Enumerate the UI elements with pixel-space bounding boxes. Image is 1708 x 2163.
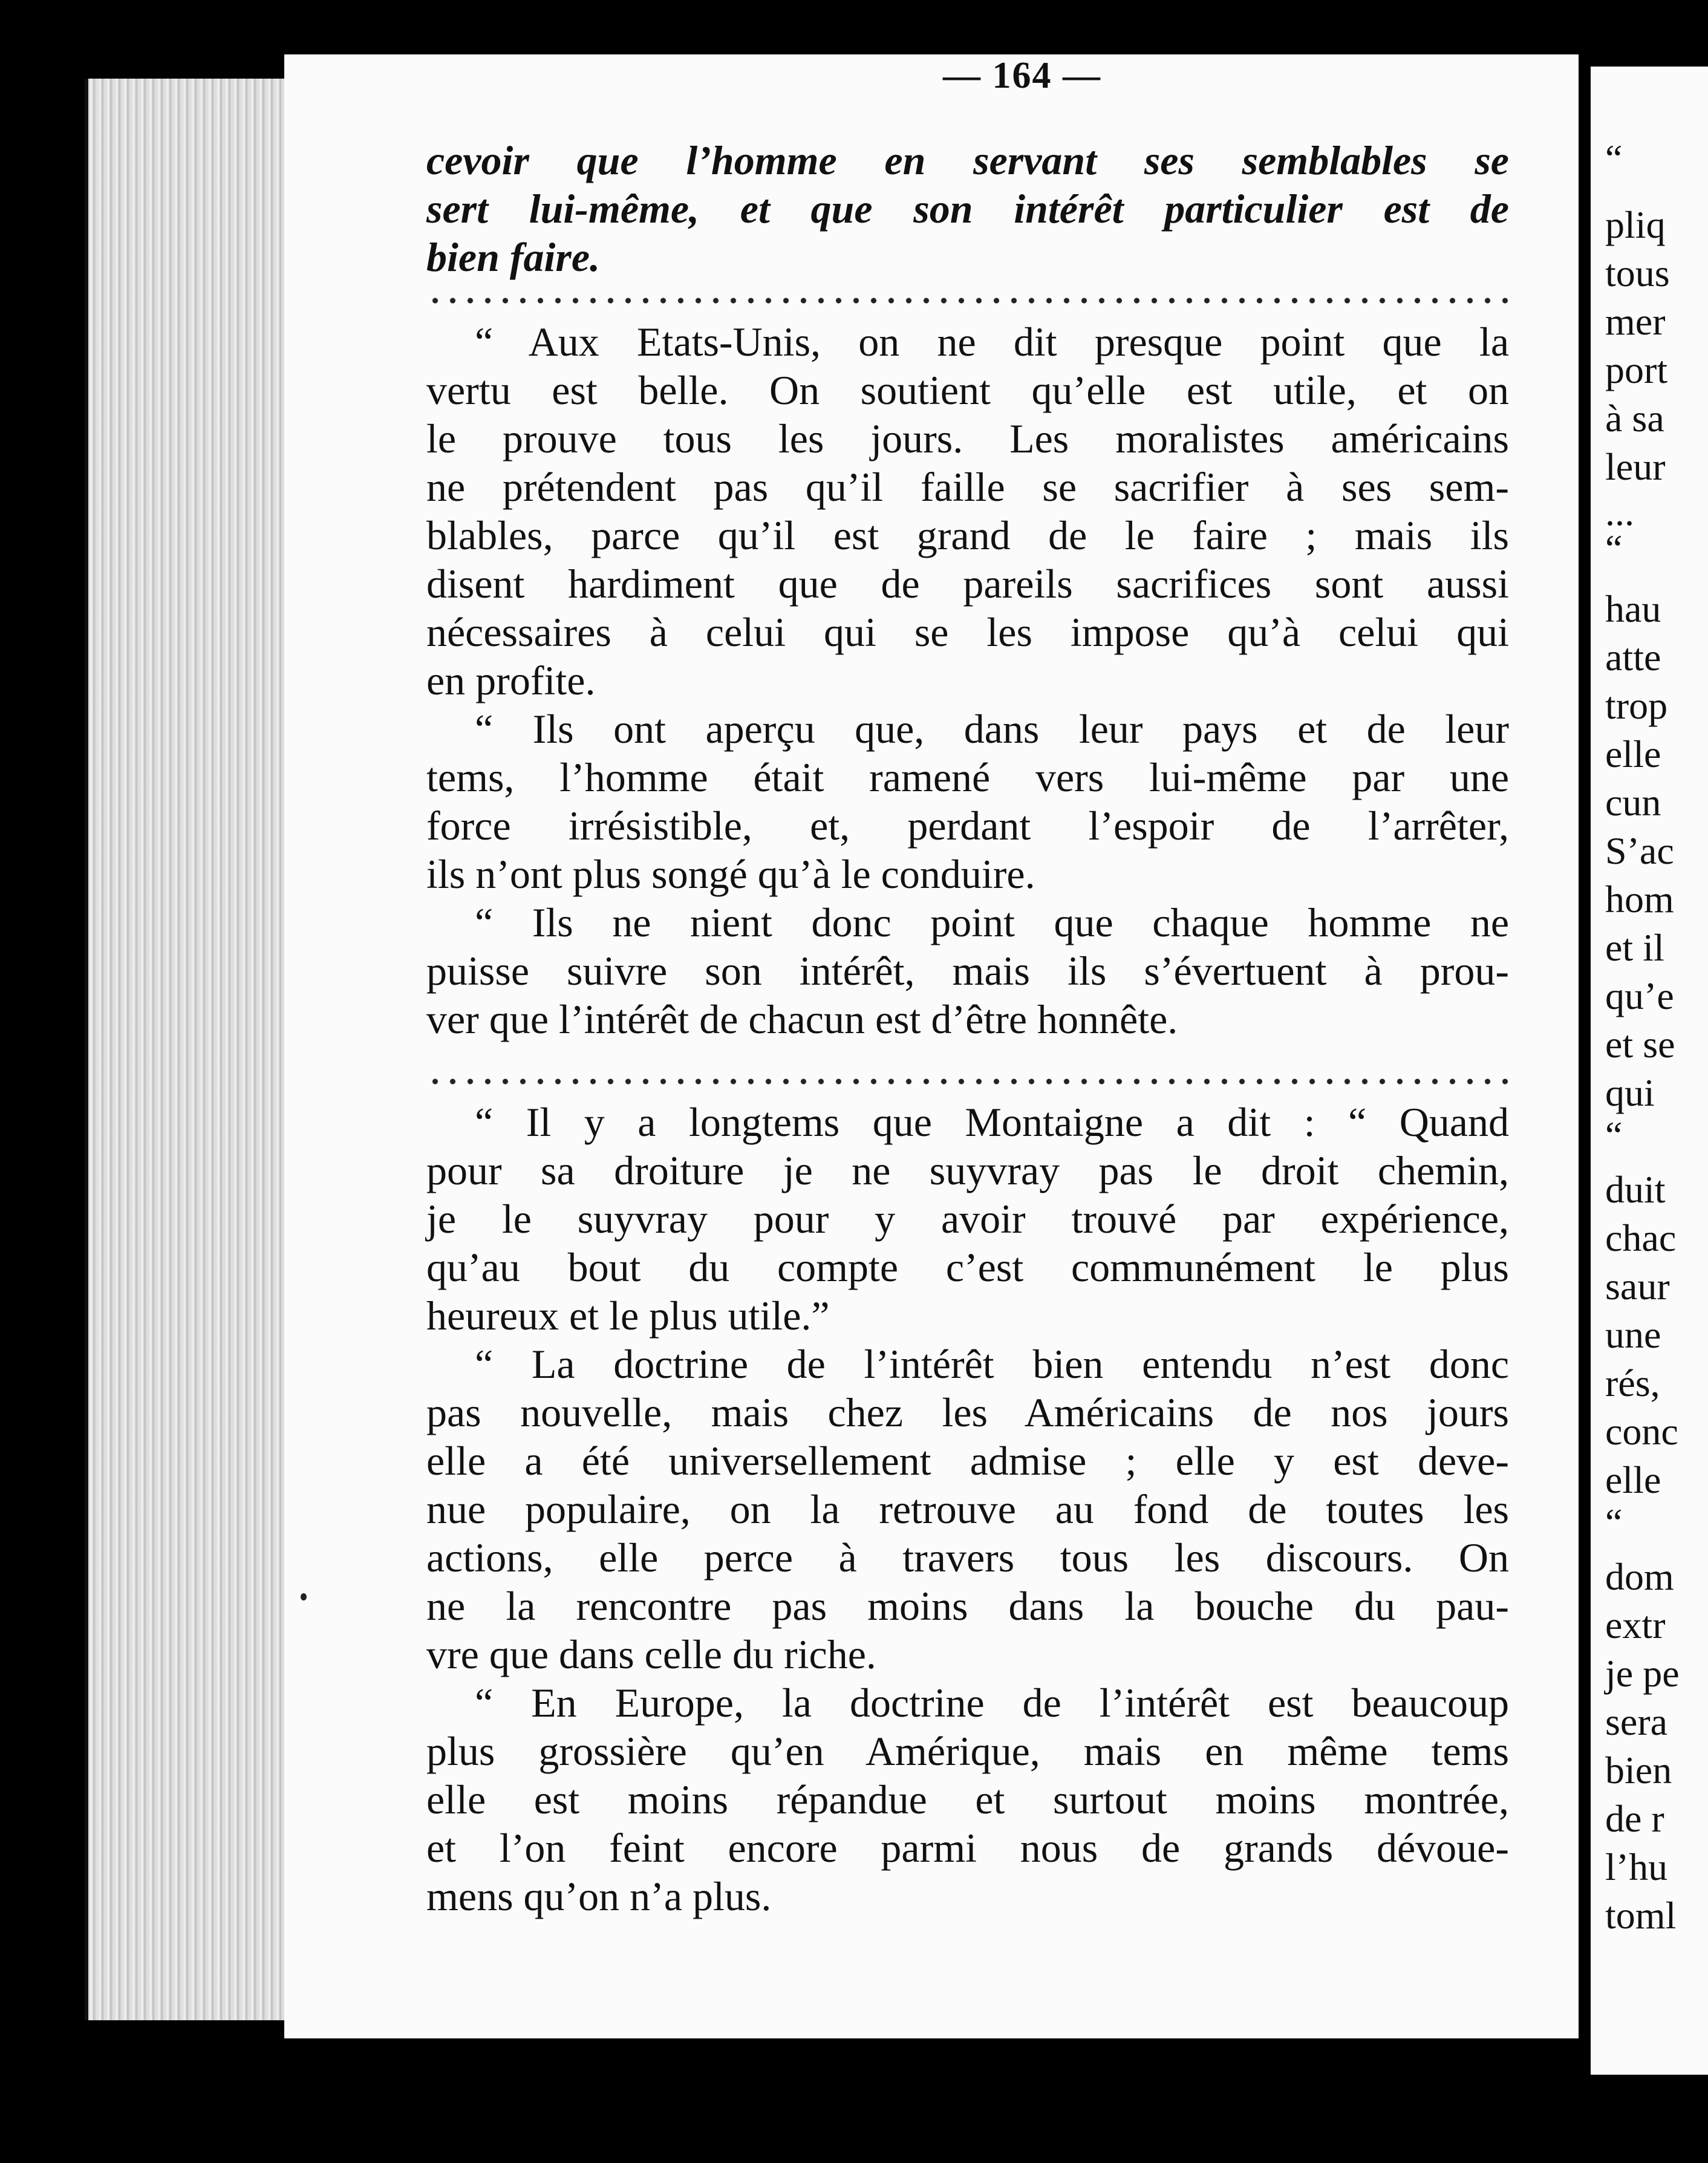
text-line: et l’on feint encore parmi nous de grands dévoue- (426, 1825, 1509, 1871)
facing-text-fragment: saur (1605, 1265, 1670, 1308)
text-line: elle est moins répandue et surtout moins montrée, (426, 1776, 1509, 1822)
facing-text-fragment: duit (1605, 1168, 1666, 1211)
text-line: mens qu’on n’a plus. (426, 1873, 772, 1919)
facing-text-fragment: qui (1605, 1071, 1655, 1114)
italic-passage (426, 136, 1509, 281)
text-line: le prouve tous les jours. Les moralistes américains (426, 416, 1509, 462)
ellipsis-divider (426, 1078, 1509, 1085)
text-line: puisse suivre son intérêt, mais ils s’évertuent à prou- (426, 948, 1509, 994)
facing-text-fragment: de r (1605, 1797, 1664, 1840)
facing-text-fragment: qu’e (1605, 974, 1674, 1017)
facing-page (1591, 67, 1708, 2075)
text-line: ne prétendent pas qu’il faille se sacrifier à ses sem- (426, 464, 1509, 510)
facing-text-fragment: rés, (1605, 1362, 1660, 1404)
text-line: disent hardiment que de pareils sacrifices sont aussi (426, 561, 1509, 607)
text-line: pour sa droiture je ne suyvray pas le droit chemin, (426, 1147, 1509, 1193)
text-line: tems, l’homme était ramené vers lui-même par une (426, 754, 1509, 800)
facing-text-fragment: toml (1605, 1894, 1677, 1937)
text-line: ils n’ont plus songé qu’à le conduire. (426, 851, 1035, 897)
paragraph-6 (426, 1679, 1509, 1920)
text-line: actions, elle perce à travers tous les discours. On (426, 1535, 1509, 1581)
text-line: “ En Europe, la doctrine de l’intérêt est beaucoup (475, 1680, 1509, 1726)
ellipsis-divider (426, 298, 1509, 304)
text-line: qu’au bout du compte c’est communément le plus (426, 1244, 1509, 1290)
facing-text-fragment: à sa (1605, 397, 1664, 440)
text-line: heureux et le plus utile.” (426, 1293, 830, 1339)
facing-text-fragment: port (1605, 348, 1668, 391)
margin-mark (301, 1593, 307, 1600)
book-page (284, 54, 1579, 2038)
text-line: vre que dans celle du riche. (426, 1631, 876, 1677)
text-line: “ Ils ont aperçu que, dans leur pays et de leur (475, 706, 1509, 752)
paragraph-3 (426, 898, 1509, 1043)
facing-text-fragment: hom (1605, 878, 1674, 921)
facing-text-fragment: cun (1605, 781, 1661, 824)
text-line: plus grossière qu’en Amérique, mais en même tems (426, 1728, 1509, 1774)
page-number: — 164 — (943, 55, 1101, 96)
text-line: nue populaire, on la retrouve au fond de toutes les (426, 1486, 1509, 1532)
facing-text-fragment: mer (1605, 300, 1666, 343)
paragraph-2 (426, 705, 1509, 898)
facing-text-fragment: “ (1605, 1501, 1623, 1544)
facing-text-fragment: chac (1605, 1216, 1677, 1259)
facing-text-fragment: extr (1605, 1603, 1666, 1646)
facing-text-fragment: elle (1605, 732, 1661, 775)
facing-text-fragment: hau (1605, 587, 1661, 630)
text-line: nécessaires à celui qui se les impose qu’à celui qui (426, 609, 1509, 655)
text-line: blables, parce qu’il est grand de le faire ; mais ils (426, 512, 1509, 558)
facing-text-fragment: l’hu (1605, 1845, 1668, 1888)
facing-text-fragment: je pe (1605, 1652, 1680, 1695)
text-line: je le suyvray pour y avoir trouvé par expérience, (426, 1196, 1509, 1242)
text-line: ne la rencontre pas moins dans la bouche du pau- (426, 1583, 1509, 1629)
facing-text-fragment: une (1605, 1313, 1661, 1356)
facing-text-fragment: bien (1605, 1749, 1672, 1792)
page-edges (85, 79, 288, 2020)
facing-text-fragment: pliq (1605, 203, 1666, 246)
facing-text-fragment: atte (1605, 636, 1661, 679)
text-line: “ La doctrine de l’intérêt bien entendu n’est donc (475, 1341, 1509, 1387)
facing-text-fragment: elle (1605, 1458, 1661, 1501)
text-line: en profite. (426, 657, 596, 703)
facing-text-fragment: S’ac (1605, 829, 1674, 872)
facing-text-fragment: trop (1605, 684, 1668, 727)
facing-text-fragment: tous (1605, 252, 1670, 295)
paragraph-5 (426, 1340, 1509, 1679)
facing-text-fragment: “ (1605, 527, 1623, 570)
facing-text-fragment: sera (1605, 1700, 1668, 1743)
paragraph-4 (426, 1098, 1509, 1340)
facing-text-fragment: “ (1605, 137, 1623, 180)
text-line: sert lui-même, et que son intérêt particulier est de (426, 186, 1509, 232)
facing-text-fragment: “ (1605, 1114, 1623, 1157)
text-line: cevoir que l’homme en servant ses semblables se (426, 137, 1509, 183)
text-line: “ Ils ne nient donc point que chaque homme ne (475, 899, 1509, 945)
text-line: vertu est belle. On soutient qu’elle est utile, et on (426, 367, 1509, 413)
text-line: force irrésistible, et, perdant l’espoir de l’arrêter, (426, 803, 1509, 849)
text-line: pas nouvelle, mais chez les Américains de nos jours (426, 1389, 1509, 1435)
facing-text-fragment: ... (1605, 491, 1634, 533)
text-line: “ Aux Etats-Unis, on ne dit presque point que la (475, 319, 1509, 365)
text-line: “ Il y a longtems que Montaigne a dit : “ Quand (475, 1099, 1509, 1145)
text-line: ver que l’intérêt de chacun est d’être honnête. (426, 996, 1178, 1042)
text-line: bien faire. (426, 234, 601, 280)
paragraph-1 (426, 318, 1509, 705)
facing-text-fragment: leur (1605, 445, 1666, 488)
facing-text-fragment: et se (1605, 1023, 1675, 1066)
facing-text-fragment: dom (1605, 1555, 1674, 1598)
text-line: elle a été universellement admise ; elle y est deve- (426, 1438, 1509, 1484)
facing-text-fragment: conc (1605, 1410, 1678, 1453)
facing-text-fragment: et il (1605, 926, 1664, 969)
